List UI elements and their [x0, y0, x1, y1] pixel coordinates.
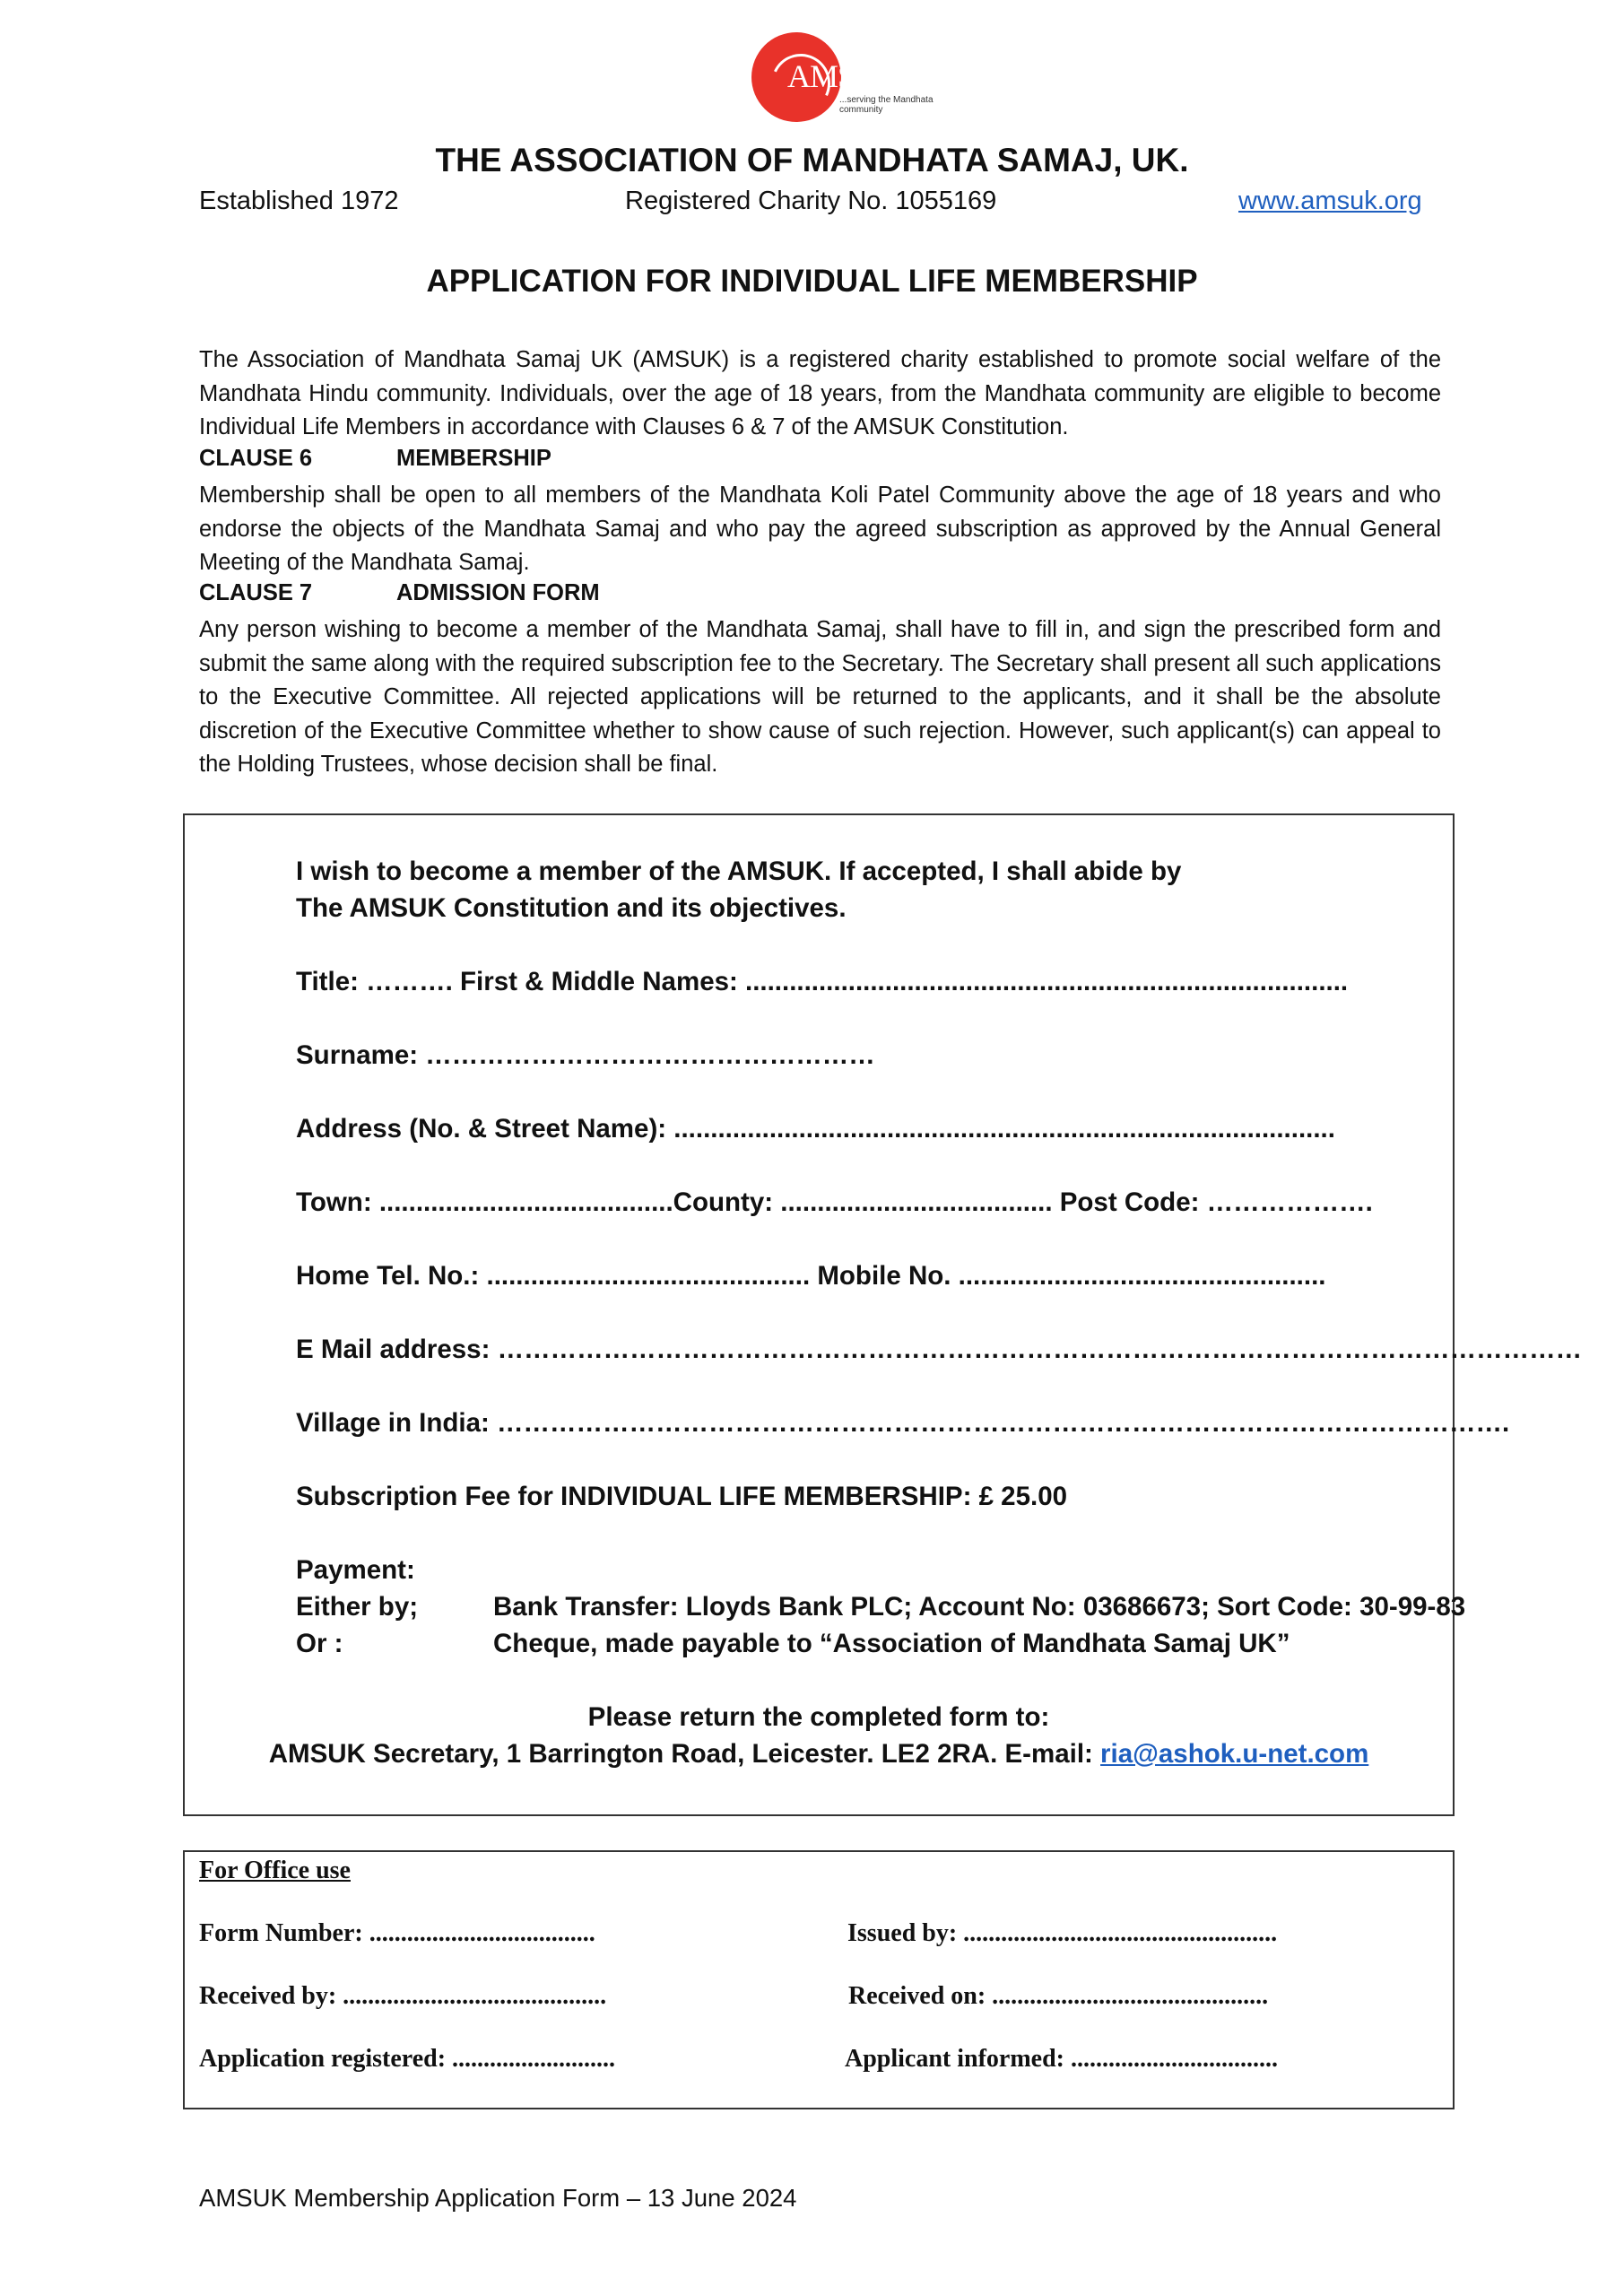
clause6-text: Membership shall be open to all members of the Mandhata Koli Patel Community above the age of 18 years and who endorse the objects of the Mandhata Samaj and who pay the agreed subscription as approved by the Annual General Meeting of the Mandhata Samaj. — [199, 483, 1441, 575]
amsuk-logo — [751, 32, 934, 131]
clause7-heading — [199, 580, 600, 606]
clause6-title: MEMBERSHIP — [396, 446, 551, 471]
return-address-line — [183, 1739, 1455, 1770]
subscription-fee: Subscription Fee for INDIVIDUAL LIFE MEMBERSHIP: £ 25.00 — [296, 1482, 1068, 1511]
bank-transfer-details: Bank Transfer: Lloyds Bank PLC; Account No: 03686673; Sort Code: 30-99-83 — [493, 1592, 1466, 1622]
clause7-text: Any person wishing to become a member of the Mandhata Samaj, shall have to fill in, and sign the prescribed form and submit the same along with the required subscription fee to the Secretary. The Secretary shall present all such applications to the Executive Committee. All rejected applications will be returned to the applicants, and it shall be the absolute discretion of the Executive Committee whether to show cause of such rejection. However, such applicant(s) can appeal to the Holding Trustees, whose decision shall be final. — [199, 617, 1441, 777]
application-registered-field[interactable]: Application registered: .......................... — [199, 2045, 616, 2073]
membership-form-box — [183, 813, 1455, 1816]
declaration-line-2: The AMSUK Constitution and its objectives. — [296, 893, 847, 923]
logo-mark: AMSUK — [787, 58, 900, 94]
address-field[interactable]: Address (No. & Street Name): .......................................................................................... — [296, 1114, 1335, 1144]
form-title: APPLICATION FOR INDIVIDUAL LIFE MEMBERSHIP — [426, 264, 1198, 299]
cheque-details: Cheque, made payable to “Association of Mandhata Samaj UK” — [493, 1629, 1290, 1658]
village-field[interactable]: Village in India: ……………………………………………………………………………………………………. — [296, 1408, 1510, 1438]
payment-label: Payment: — [296, 1555, 415, 1585]
form-number-field[interactable]: Form Number: .................................... — [199, 1919, 595, 1947]
website-link[interactable]: www.amsuk.org — [1238, 187, 1422, 215]
footer-text: AMSUK Membership Application Form – 13 June 2024 — [199, 2184, 797, 2212]
received-on-field[interactable]: Received on: ............................................ — [848, 1982, 1269, 2010]
organisation-title: THE ASSOCIATION OF MANDHATA SAMAJ, UK. — [435, 142, 1189, 178]
surname-field[interactable]: Surname: …………………………………………… — [296, 1040, 875, 1070]
office-use-heading: For Office use — [199, 1857, 351, 1884]
declaration-line-1: I wish to become a member of the AMSUK. If accepted, I shall abide by — [296, 857, 1182, 886]
secretary-email-link[interactable]: ria@ashok.u-net.com — [1100, 1739, 1369, 1769]
applicant-informed-field[interactable]: Applicant informed: ................................. — [845, 2045, 1278, 2073]
clause7-title: ADMISSION FORM — [396, 580, 600, 605]
intro-paragraph: The Association of Mandhata Samaj UK (AMSUK) is a registered charity established to promote social welfare of the Mandhata Hindu community. Individuals, over the age of 18 years, from the Mandhata community are eligible to become Individual Life Members in accordance with Clauses 6 & 7 of the AMSUK Constitution. — [199, 347, 1441, 439]
charity-number: Registered Charity No. 1055169 — [625, 187, 997, 215]
clause6-heading — [199, 446, 551, 472]
clause7-label: CLAUSE 7 — [199, 580, 313, 605]
or-label: Or : — [296, 1629, 343, 1658]
return-address: AMSUK Secretary, 1 Barrington Road, Leicester. LE2 2RA. E-mail: — [268, 1739, 1101, 1769]
established-text: Established 1972 — [199, 187, 399, 215]
either-label: Either by; — [296, 1592, 419, 1622]
return-heading: Please return the completed form to: — [587, 1702, 1050, 1732]
phone-field[interactable]: Home Tel. No.: ............................................ Mobile No. .................................................. — [296, 1261, 1326, 1291]
clause6-label: CLAUSE 6 — [199, 446, 313, 471]
received-by-field[interactable]: Received by: .......................................... — [199, 1982, 607, 2010]
logo-tagline: ...serving the Mandhata community — [839, 95, 934, 115]
issued-by-field[interactable]: Issued by: .................................................. — [847, 1919, 1278, 1947]
email-field[interactable]: E Mail address: …………………………………………………………………………………………………………… — [296, 1335, 1583, 1364]
title-names-field[interactable]: Title: ………. First & Middle Names: .................................................................................. — [296, 967, 1349, 996]
town-county-postcode-field[interactable]: Town: ........................................County: ..................................... Post Code: ………………. — [296, 1187, 1373, 1217]
